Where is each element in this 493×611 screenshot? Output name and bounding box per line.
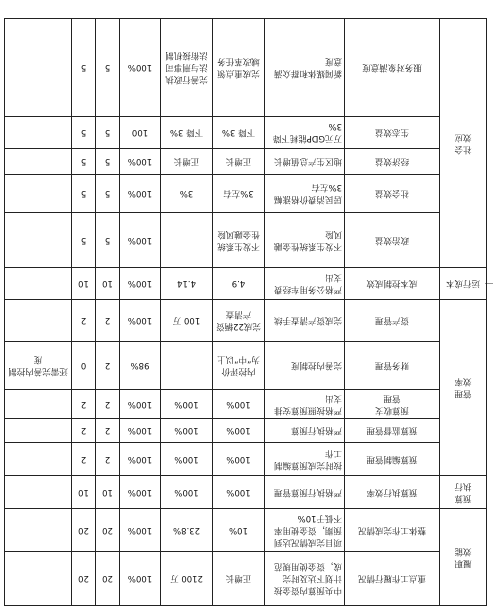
indicator-cell: 重点工作履行情况 bbox=[345, 552, 440, 606]
indicator-cell: 社会效益 bbox=[345, 175, 440, 213]
score-cell: 0 bbox=[72, 342, 96, 390]
indicator-cell: 政治效益 bbox=[345, 213, 440, 268]
actual-value-cell bbox=[161, 342, 213, 390]
completion-rate-cell: 100% bbox=[120, 19, 161, 117]
indicator-cell: 预算编制管理 bbox=[345, 443, 440, 476]
remark-cell bbox=[5, 476, 72, 509]
remark-cell bbox=[5, 509, 72, 552]
remark-cell bbox=[5, 149, 72, 175]
weight-cell: 10 bbox=[96, 476, 120, 509]
annual-target-cell: 3%左右 bbox=[213, 175, 265, 213]
actual-value-cell: 2100 万 bbox=[161, 552, 213, 606]
indicator-cell: 预算收支 管理 bbox=[345, 390, 440, 419]
weight-cell: 5 bbox=[96, 175, 120, 213]
category-cell: 社会 效应 bbox=[440, 19, 487, 268]
score-cell: 5 bbox=[72, 117, 96, 149]
weight-cell: 5 bbox=[96, 213, 120, 268]
score-cell: 5 bbox=[72, 213, 96, 268]
remark-cell bbox=[5, 300, 72, 342]
completion-rate-cell: 100% bbox=[120, 390, 161, 419]
annual-target-cell: 4.9 bbox=[213, 268, 265, 300]
weight-cell: 2 bbox=[96, 419, 120, 443]
score-cell: 20 bbox=[72, 509, 96, 552]
annual-target-cell: 正增长 bbox=[213, 552, 265, 606]
completion-rate-cell: 98% bbox=[120, 342, 161, 390]
weight-cell: 5 bbox=[96, 149, 120, 175]
weight-cell: 2 bbox=[96, 342, 120, 390]
weight-cell: 20 bbox=[96, 552, 120, 606]
annual-target-cell: 100% bbox=[213, 443, 265, 476]
score-cell: 2 bbox=[72, 419, 96, 443]
weight-cell: 2 bbox=[96, 300, 120, 342]
score-cell: 10 bbox=[72, 476, 96, 509]
completion-rate-cell: 100 bbox=[120, 117, 161, 149]
indicator-cell: 成本控制成效 bbox=[345, 268, 440, 300]
annual-target-cell: 内控评价为“中”以上 bbox=[213, 342, 265, 390]
remark-cell bbox=[5, 213, 72, 268]
indicator-cell: 资产管理 bbox=[345, 300, 440, 342]
weight-cell: 10 bbox=[96, 268, 120, 300]
weight-cell: 5 bbox=[96, 117, 120, 149]
score-cell: 5 bbox=[72, 175, 96, 213]
weight-cell: 5 bbox=[96, 19, 120, 117]
table-row bbox=[5, 213, 487, 268]
indicator-cell: 整体工作完成情况 bbox=[345, 509, 440, 552]
remark-cell bbox=[5, 117, 72, 149]
table-row bbox=[5, 509, 487, 552]
score-cell: 2 bbox=[72, 300, 96, 342]
table-row bbox=[5, 476, 487, 509]
target-cell: 严格按照预算安排支出 bbox=[265, 390, 345, 419]
score-cell: 5 bbox=[72, 19, 96, 117]
table-row bbox=[5, 268, 487, 300]
actual-value-cell: 3% bbox=[161, 175, 213, 213]
table-row bbox=[5, 342, 487, 390]
table-row bbox=[5, 149, 487, 175]
table-row bbox=[5, 419, 487, 443]
remark-cell bbox=[5, 19, 72, 117]
table-row bbox=[5, 117, 487, 149]
weight-cell: 2 bbox=[96, 390, 120, 419]
completion-rate-cell: 100% bbox=[120, 268, 161, 300]
weight-cell: 2 bbox=[96, 443, 120, 476]
annual-target-cell: 100% bbox=[213, 419, 265, 443]
score-cell: 20 bbox=[72, 552, 96, 606]
category-cell: 履职 效能 bbox=[440, 509, 487, 606]
target-cell: 完善内控制度 bbox=[265, 342, 345, 390]
actual-value-cell: 100% bbox=[161, 419, 213, 443]
remark-cell: 还需完善内控制度 bbox=[5, 342, 72, 390]
indicator-cell: 预算监督管理 bbox=[345, 419, 440, 443]
indicator-cell: 经济效益 bbox=[345, 149, 440, 175]
remark-cell bbox=[5, 390, 72, 419]
target-cell: 地区生产总值增长 bbox=[265, 149, 345, 175]
target-cell: 完成资产清查手续 bbox=[265, 300, 345, 342]
annual-target-cell: 正增长 bbox=[213, 149, 265, 175]
remark-cell bbox=[5, 175, 72, 213]
actual-value-cell: 100% bbox=[161, 476, 213, 509]
completion-rate-cell: 100% bbox=[120, 149, 161, 175]
annual-target-cell: 下降 3% bbox=[213, 117, 265, 149]
target-cell: 严格执行预算 bbox=[265, 419, 345, 443]
completion-rate-cell: 100% bbox=[120, 476, 161, 509]
indicator-cell: 财务管理 bbox=[345, 342, 440, 390]
actual-value-cell: 23.8% bbox=[161, 509, 213, 552]
category-cell: 运行成本 bbox=[440, 268, 487, 300]
actual-value-cell: 100 万 bbox=[161, 300, 213, 342]
table-row bbox=[5, 175, 487, 213]
actual-value-cell: 100% bbox=[161, 443, 213, 476]
indicator-cell: 服务对象满意度 bbox=[345, 19, 440, 117]
annual-target-cell: 不发生系统性金融风险 bbox=[213, 213, 265, 268]
indicator-cell: 预算执行效率 bbox=[345, 476, 440, 509]
completion-rate-cell: 100% bbox=[120, 552, 161, 606]
actual-value-cell: 下降 3% bbox=[161, 117, 213, 149]
actual-value-cell: 4.14 bbox=[161, 268, 213, 300]
score-cell: 10 bbox=[72, 268, 96, 300]
completion-rate-cell: 100% bbox=[120, 175, 161, 213]
annual-target-cell: 完成重点领域改革任务 bbox=[213, 19, 265, 117]
actual-value-cell bbox=[161, 213, 213, 268]
table-row bbox=[5, 443, 487, 476]
score-cell: 5 bbox=[72, 149, 96, 175]
table-row bbox=[5, 19, 487, 117]
target-cell: 项目完成情况达到预期，资金使用率不低于10% bbox=[265, 509, 345, 552]
target-cell: 不发生系统性金融风险 bbox=[265, 213, 345, 268]
target-cell: 严格执行预算管理 bbox=[265, 476, 345, 509]
actual-value-cell: 完善行政执法与刑事司法衔接机制 bbox=[161, 19, 213, 117]
indicator-cell: 生态效益 bbox=[345, 117, 440, 149]
completion-rate-cell: 100% bbox=[120, 419, 161, 443]
target-cell: 万元GDP能耗下降3% bbox=[265, 117, 345, 149]
category-cell: 管理 效率 bbox=[440, 300, 487, 476]
remark-cell bbox=[5, 268, 72, 300]
table-row bbox=[5, 390, 487, 419]
score-cell: 2 bbox=[72, 390, 96, 419]
target-cell: 按时完成预算编制工作 bbox=[265, 443, 345, 476]
annual-target-cell: 10% bbox=[213, 509, 265, 552]
actual-value-cell: 正增长 bbox=[161, 149, 213, 175]
completion-rate-cell: 100% bbox=[120, 443, 161, 476]
annual-target-cell: 100% bbox=[213, 476, 265, 509]
table-row bbox=[5, 300, 487, 342]
target-cell: 严格公务用车经费支出 bbox=[265, 268, 345, 300]
category-cell: 预算 执行 bbox=[440, 476, 487, 509]
target-cell: 新闻媒体和群众满意度 bbox=[265, 19, 345, 117]
performance-table bbox=[4, 18, 487, 606]
annual-target-cell: 完成22辆资产清查 bbox=[213, 300, 265, 342]
completion-rate-cell: 100% bbox=[120, 509, 161, 552]
remark-cell bbox=[5, 443, 72, 476]
remark-cell bbox=[5, 552, 72, 606]
target-cell: 居民消费价格涨幅3%左右 bbox=[265, 175, 345, 213]
remark-cell bbox=[5, 419, 72, 443]
completion-rate-cell: 100% bbox=[120, 213, 161, 268]
actual-value-cell: 100% bbox=[161, 390, 213, 419]
table-row bbox=[5, 552, 487, 606]
score-cell: 2 bbox=[72, 443, 96, 476]
completion-rate-cell: 100% bbox=[120, 300, 161, 342]
target-cell: 中央预算内资金按计划下达及时完成，资金使用规范 bbox=[265, 552, 345, 606]
annual-target-cell: 100% bbox=[213, 390, 265, 419]
weight-cell: 20 bbox=[96, 509, 120, 552]
